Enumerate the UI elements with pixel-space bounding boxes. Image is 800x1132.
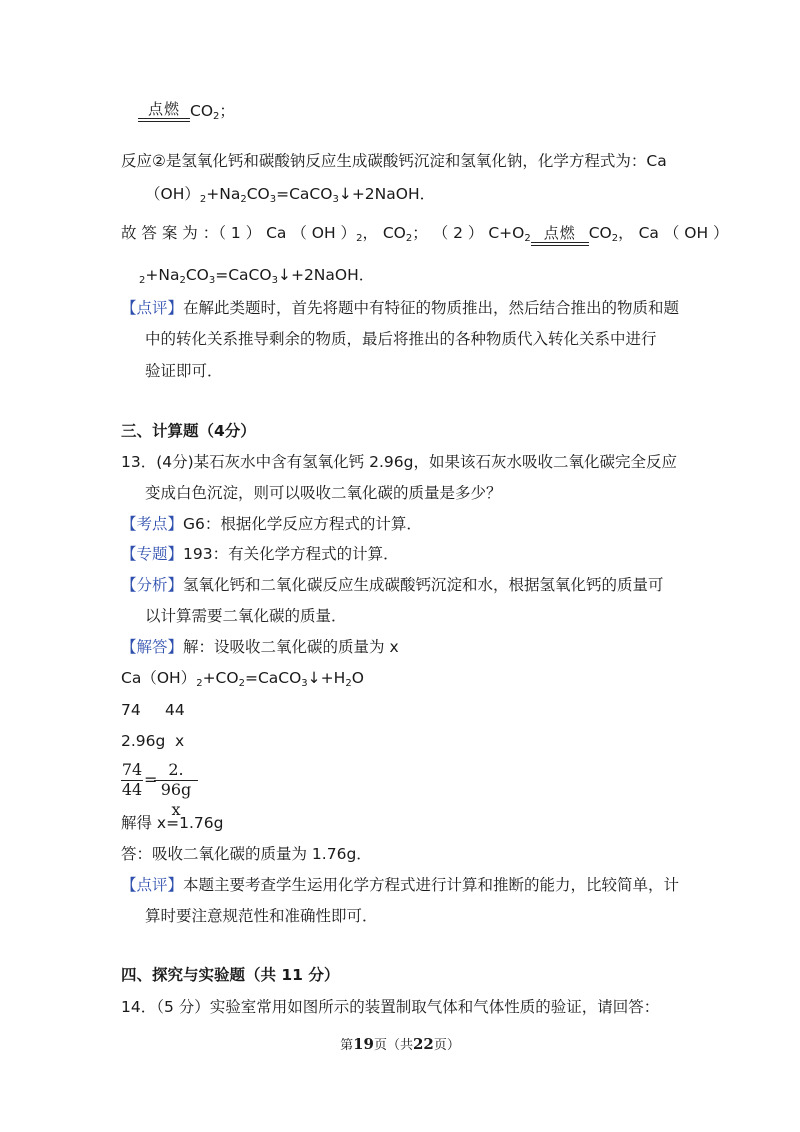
comment1-line2: 中的转化关系推导剩余的物质，最后将推出的各种物质代入转化关系中进行 <box>145 330 657 348</box>
reaction-condition-arrow: 点燃 <box>531 225 589 246</box>
zhuanti-tag: 【专题】 <box>121 545 184 563</box>
jieda-line: 【解答】解：设吸收二氧化碳的质量为 x <box>121 638 399 656</box>
calc-equation: $Ca(OH)_2+CO_2=CaCO_3↓+H_2O$ <box>121 669 364 689</box>
section3-title: 三、计算题（4分） <box>121 422 256 440</box>
mass-row: 2.96g <box>121 732 166 750</box>
fraction-equals: = <box>144 770 158 789</box>
fraction-left: 74 44 <box>121 760 143 799</box>
dianping-line1: 【点评】本题主要考查学生运用化学方程式进行计算和推断的能力，比较简单，计 <box>121 876 680 894</box>
comment1-line3: 验证即可． <box>145 362 223 380</box>
jieda-tag: 【解答】 <box>121 638 184 656</box>
result-line: 解得 x=1.76g <box>121 814 224 832</box>
kaodian-tag: 【考点】 <box>121 515 184 533</box>
fenxi-line1: 【分析】氢氧化钙和二氧化碳反应生成碳酸钙沉淀和水，根据氢氧化钙的质量可 <box>121 576 664 594</box>
fenxi-line2: 以计算需要二氧化碳的质量． <box>145 607 347 625</box>
answer-line1: 故 答 案 为 ：（ 1 ） Ca （ OH ）$_2$， $CO_2$； （ 2 ） $C+O_2$ 点燃 $CO_2$， Ca （ OH ） <box>121 224 729 244</box>
page-number: 19 <box>353 1035 374 1053</box>
mass-row-2: x <box>175 732 185 750</box>
q13-line1: 13．(4分)某石灰水中含有氢氧化钙 2.96g，如果该石灰水吸收二氧化碳完全反应 <box>121 453 677 471</box>
dianping-tag: 【点评】 <box>121 876 184 894</box>
reaction2-line1: 反应②是氢氧化钙和碳酸钠反应生成碳酸钙沉淀和氢氧化钠，化学方程式为：Ca <box>121 152 667 170</box>
fraction-right: 2. 96g x <box>154 760 198 820</box>
conclusion-line: 答：吸收二氧化碳的质量为 1.76g． <box>121 845 372 863</box>
fenxi-tag: 【分析】 <box>121 576 184 594</box>
prev-equation-line: 点燃 $CO_2$； <box>138 100 235 122</box>
section4-title: 四、探究与实验题（共 11 分） <box>121 966 340 984</box>
page-total: 22 <box>413 1035 434 1053</box>
reaction2-line2: $(OH)_2+Na_2CO_3=CaCO_3↓+2NaOH$． <box>145 185 436 205</box>
reaction-condition-arrow: 点燃 <box>138 101 190 122</box>
molar-mass-row-2: 44 <box>165 701 185 719</box>
q13-line2: 变成白色沉淀，则可以吸收二氧化碳的质量是多少？ <box>145 484 502 502</box>
page-footer: 第19页（共22页） <box>340 1035 460 1053</box>
answer-line2: $_2+Na_2CO_3=CaCO_3↓+2NaOH$． <box>139 266 375 286</box>
molar-mass-row: 74 <box>121 701 141 719</box>
zhuanti-line: 【专题】193：有关化学方程式的计算． <box>121 545 399 563</box>
comment-tag: 【点评】 <box>121 299 184 317</box>
q14-line1: 14．（5 分）实验室常用如图所示的装置制取气体和气体性质的验证，请回答： <box>121 998 660 1016</box>
kaodian-line: 【考点】G6：根据化学反应方程式的计算． <box>121 515 422 533</box>
comment1-line1: 【点评】在解此类题时，首先将题中有特征的物质推出，然后结合推出的物质和题 <box>121 299 680 317</box>
dianping-line2: 算时要注意规范性和准确性即可． <box>145 907 378 925</box>
